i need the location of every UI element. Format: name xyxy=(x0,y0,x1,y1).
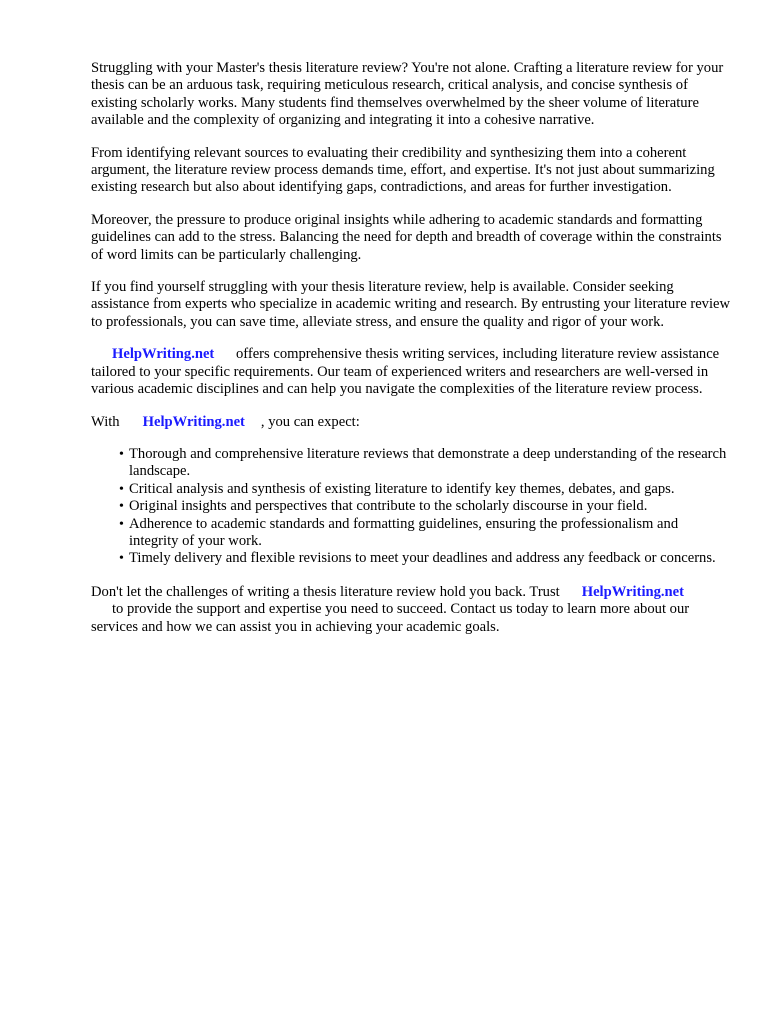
list-item xyxy=(119,498,731,515)
help-paragraph: If you find yourself struggling with your thesis literature review, help is available. Consider seeking assistance from experts who specialize in academic writing and research. By entrusting your literature review to professionals, you can save time, alleviate stress, and ensure the quality and rigor of your work. xyxy=(91,279,731,330)
list-item xyxy=(119,516,731,551)
list-item xyxy=(119,446,731,481)
list-item-text: Thorough and comprehensive literature reviews that demonstrate a deep understanding of the research landscape. xyxy=(129,445,727,480)
brand-link[interactable]: HelpWriting.net xyxy=(581,583,685,600)
bullet-icon: • xyxy=(119,551,124,567)
expect-suffix: , you can expect: xyxy=(260,413,360,430)
pressure-paragraph: Moreover, the pressure to produce original insights while adhering to academic standards and formatting guidelines can add to the stress. Balancing the need for depth and breadth of coverage within the constraints of word limits can be particularly challenging. xyxy=(91,211,722,263)
list-item-text: Critical analysis and synthesis of existing literature to identify key themes, debates, and gaps. xyxy=(129,480,675,497)
bullet-icon: • xyxy=(119,499,124,515)
list-item xyxy=(119,481,731,498)
offer-paragraph xyxy=(91,346,731,398)
expect-line xyxy=(91,414,731,431)
closing-suffix: to provide the support and expertise you need to succeed. Contact us today to learn more about our services and how we can assist you in achieving your academic goals. xyxy=(91,601,690,635)
bullet-icon: • xyxy=(119,446,124,462)
process-paragraph: From identifying relevant sources to evaluating their credibility and synthesizing them into a coherent argument, the literature review process demands time, effort, and expertise. It's not just about summarizing existing research but also about identifying gaps, contradictions, and areas for further investigation. xyxy=(91,144,715,196)
offer-text: offers comprehensive thesis writing services, including literature review assistance tailored to your specific requirements. Our team of experienced writers and researchers are well-versed in various academic disciplines and can help you navigate the complexities of the literature review process. xyxy=(91,346,720,398)
closing-prefix: Don't let the challenges of writing a thesis literature review hold you back. Trust xyxy=(91,583,560,600)
list-item-text: Adherence to academic standards and formatting guidelines, ensuring the professionalism and integrity of your work. xyxy=(129,515,679,549)
bullet-icon: • xyxy=(119,516,124,532)
brand-link[interactable]: HelpWriting.net xyxy=(142,413,245,430)
list-item-text: Original insights and perspectives that contribute to the scholarly discourse in your field. xyxy=(129,498,648,515)
benefits-list xyxy=(91,446,731,568)
expect-prefix: With xyxy=(91,413,120,430)
closing-paragraph xyxy=(91,584,731,636)
brand-link[interactable]: HelpWriting.net xyxy=(112,346,215,363)
list-item-text: Timely delivery and flexible revisions to meet your deadlines and address any feedback or concerns. xyxy=(129,550,716,567)
document-page xyxy=(91,60,731,651)
intro-paragraph: Struggling with your Master's thesis literature review? You're not alone. Crafting a literature review for your thesis can be an arduous task, requiring meticulous research, critical analysis, and concise synthesis of existing scholarly works. Many students find themselves overwhelmed by the sheer volume of literature available and the complexity of organizing and integrating it into a cohesive narrative. xyxy=(91,60,724,129)
bullet-icon: • xyxy=(119,481,124,497)
list-item xyxy=(119,550,731,567)
